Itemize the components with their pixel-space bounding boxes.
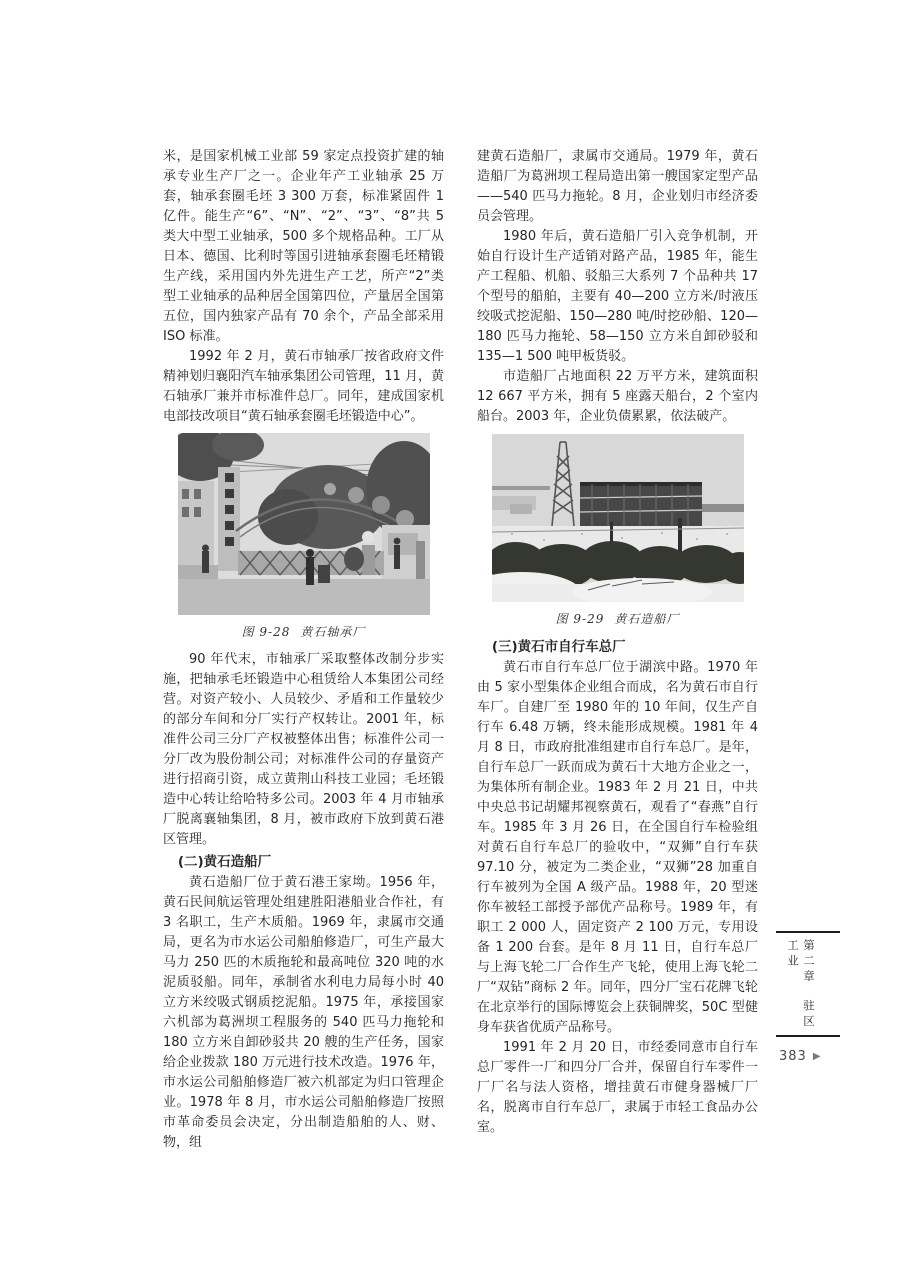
paragraph-90s-restructuring: 90 年代末，市轴承厂采取整体改制分步实施，把轴承毛坯锻造中心租赁给人本集团公司经营。对资产较小、人员较少、矛盾和工作量较少的部分车间和分厂实行产权转让。2001 年，标准件公司三分厂产权被整体出售；标准件公司一分厂改为股份制公司；对标准件公司的存量资产进行招商引资，成立黄荆山科技工业园；毛坯锻造中心转让给哈特多公司。2003 年 4 月市轴承厂脱离襄轴集团，8 月，被市政府下放到黄石港区管理。 <box>163 652 444 847</box>
figure-label: 图 9-28 <box>241 625 291 639</box>
paragraph-1980-competition: 1980 年后，黄石造船厂引入竞争机制，开始自行设计生产适销对路产品，1985 年，能生产工程船、机船、驳船三大系列 7 个品种共 17 个型号的船舶，主要有 40—200 立方米/时液压绞吸式挖泥船、150—280 吨/时挖砂船、120—180 匹马力拖轮、58—150 立方米自卸砂驳和 135—1 500 吨甲板货驳。 <box>477 229 758 364</box>
tab-chapter-label: 第二章 <box>802 939 816 986</box>
figure-9-28-caption <box>178 622 430 642</box>
paragraph-bearing-factory-continued: 米，是国家机械工业部 59 家定点投资扩建的轴承专业生产厂之一。企业年产工业轴承 25 万套，轴承套圈毛坯 3 300 万套，标准紧固件 1 亿件。能生产“6”、“N”、“2”、“3”、“8”共 5 类大中型工业轴承，500 多个规格品种。工厂从日本、德国、比利时等国引进轴承套圈毛坯精锻生产线，采用国内外先进生产工艺，所产“2”类型工业轴承的品种居全国第四位，产量居全国第五位，国内独家产品有 70 余个，产品全部采用 ISO 标准。 <box>163 149 444 344</box>
figure-9-29 <box>492 434 744 629</box>
tab-section-label: 驻区工业 <box>786 939 816 1031</box>
tab-top-rule <box>776 931 840 933</box>
paragraph-shipyard-history: 黄石造船厂位于黄石港王家坳。1956 年，黄石民间航运管理处组建胜阳港船业合作社，有 3 名职工，生产木质船。1969 年，隶属市交通局，更名为市水运公司船舶修造厂，可生产最大马力 250 匹的木质拖轮和最高吨位 320 吨的水泥质驳船。同年，承制省水利电力局每小时 40 立方米绞吸式钢质挖泥船。1975 年，承接国家六机部为葛洲坝工程服务的 540 匹马力拖轮和 180 立方米自卸砂驳共 20 艘的生产任务，国家给企业拨款 180 万元进行技术改造。1976 年，市水运公司船舶修造厂被六机部定为归口管理企业。1978 年 8 月，市水运公司船舶修造厂按照市革命委员会决定，分出制造船舶的人、财、物，组 <box>163 875 444 1150</box>
paragraph-shipyard-continued: 建黄石造船厂，隶属市交通局。1979 年，黄石造船厂为葛洲坝工程局造出第一艘国家定型产品——540 匹马力拖轮。8 月，企业划归市经济委员会管理。 <box>477 149 758 224</box>
chapter-side-tab <box>776 931 840 1037</box>
figure-label: 图 9-29 <box>555 612 605 626</box>
figure-title: 黄石造船厂 <box>614 612 680 626</box>
section-heading-shipyard: (二)黄石造船厂 <box>177 854 272 870</box>
right-column <box>477 147 758 1138</box>
tab-bottom-rule <box>776 1035 840 1037</box>
shipyard-snow-photo <box>492 434 744 602</box>
section-heading-bicycle-factory: (三)黄石市自行车总厂 <box>491 639 626 655</box>
figure-9-29-caption <box>492 609 744 629</box>
paragraph-1991-merger: 1991 年 2 月 20 日，市经委同意市自行车总厂零件一厂和四分厂合并，保留自行车零件一厂厂名与法人资格，增挂黄石市健身器械厂厂名，脱离市自行车总厂，隶属于市轻工食品办公室。 <box>477 1040 758 1135</box>
page-marker-icon: ▶ <box>812 1051 822 1062</box>
page-number-row <box>779 1049 822 1064</box>
page-number: 383 <box>779 1049 807 1064</box>
paragraph-1992-reorganization: 1992 年 2 月，黄石市轴承厂按省政府文件精神划归襄阳汽车轴承集团公司管理，11 月，黄石轴承厂兼并市标准件总厂。同年，建成国家机电部技改项目“黄石轴承套圈毛坯锻造中心”。 <box>163 349 444 424</box>
figure-title: 黄石轴承厂 <box>300 625 366 639</box>
tab-text <box>785 939 817 1031</box>
figure-9-28 <box>178 433 430 642</box>
left-column <box>163 147 444 1153</box>
paragraph-shipyard-area: 市造船厂占地面积 22 万平方米，建筑面积 12 667 平方米，拥有 5 座露天船台，2 个室内船台。2003 年，企业负债累累，依法破产。 <box>477 369 758 424</box>
paragraph-bicycle-history: 黄石市自行车总厂位于湖滨中路。1970 年由 5 家小型集体企业组合而成，名为黄石市自行车厂。自建厂至 1980 年的 10 年间，仅生产自行车 6.48 万辆，终未能形成规模。1981 年 4 月 8 日，市政府批准组建市自行车总厂。是年，自行车总厂一跃而成为黄石十大地方企业之一，为集体所有制企业。1983 年 2 月 21 日，中共中央总书记胡耀邦视察黄石，观看了“春燕”自行车。1985 年 3 月 26 日，在全国自行车检验组对黄石自行车总厂的验收中，“双狮”自行车获 97.10 分，被定为二类企业，“双狮”28 加重自行车被列为全国 A 级产品。1988 年，20 型迷你车被轻工部授予部优产品称号。1989 年，有职工 2 000 人，固定资产 2 100 万元，专用设备 1 200 台套。是年 8 月 11 日，自行车总厂与上海飞轮二厂合作生产飞轮，使用上海飞轮二厂“双钻”商标 2 年。同年，四分厂宝石花牌飞轮在北京举行的国际博览会上获铜牌奖，50C 型健身车获省优质产品称号。 <box>477 660 758 1035</box>
bearing-factory-gate-photo <box>178 433 430 615</box>
